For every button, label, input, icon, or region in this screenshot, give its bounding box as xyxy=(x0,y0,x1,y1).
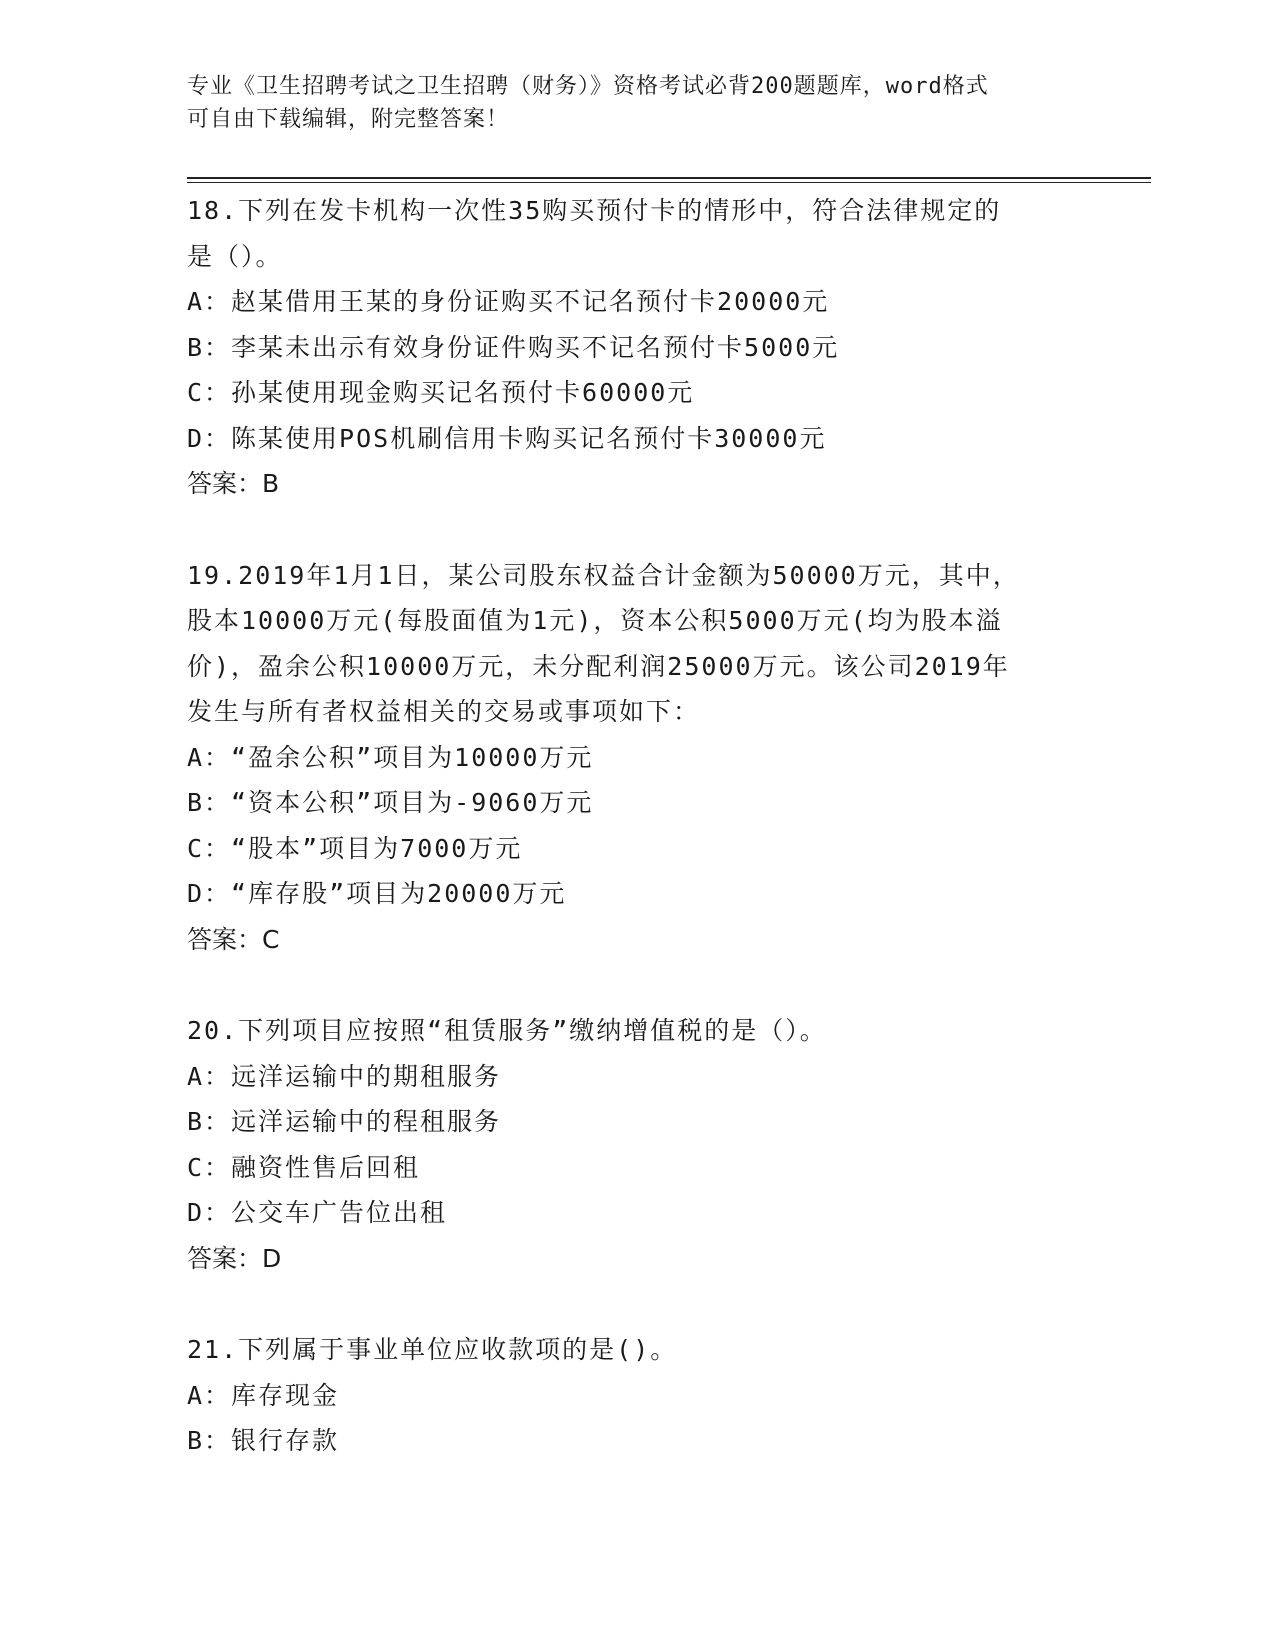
question-20 xyxy=(187,1008,1087,1281)
question-list xyxy=(187,188,1087,1464)
option-d: D：陈某使用POS机刷信用卡购买记名预付卡30000元 xyxy=(187,423,827,453)
question-21 xyxy=(187,1327,1087,1464)
question-stem: 是（）。 xyxy=(187,241,283,271)
option-b: B：远洋运输中的程租服务 xyxy=(187,1107,502,1136)
question-18 xyxy=(187,188,1087,507)
option-b: B：李某未出示有效身份证件购买不记名预付卡5000元 xyxy=(187,332,840,362)
header-divider-thin xyxy=(187,182,1151,183)
answer: 答案：B xyxy=(187,469,280,498)
answer: 答案：C xyxy=(187,924,280,954)
question-stem: 20.下列项目应按照“租赁服务”缴纳增值税的是（）。 xyxy=(187,1016,827,1045)
question-stem: 18.下列在发卡机构一次性35购买预付卡的情形中，符合法律规定的 xyxy=(187,196,1002,225)
option-c: C：孙某使用现金购买记名预付卡60000元 xyxy=(187,378,695,407)
option-a: A：库存现金 xyxy=(187,1380,340,1410)
question-stem: 发生与所有者权益相关的交易或事项如下： xyxy=(187,697,701,726)
header-divider-thick xyxy=(187,177,1151,179)
document-header xyxy=(187,70,1067,136)
question-stem: 19.2019年1月1日，某公司股东权益合计金额为50000万元，其中， xyxy=(187,560,1020,590)
answer: 答案：D xyxy=(187,1243,282,1273)
header-line-2: 可自由下载编辑，附完整答案！ xyxy=(187,107,510,132)
option-c: C：“股本”项目为7000万元 xyxy=(187,833,523,863)
question-stem: 21.下列属于事业单位应收款项的是()。 xyxy=(187,1335,678,1364)
option-b: B：银行存款 xyxy=(187,1426,340,1455)
option-a: A：“盈余公积”项目为10000万元 xyxy=(187,742,594,772)
question-stem: 股本10000万元(每股面值为1元)，资本公积5000万元(均为股本溢 xyxy=(187,606,1003,635)
spacer xyxy=(187,962,1087,1008)
option-a: A：远洋运输中的期租服务 xyxy=(187,1061,502,1091)
question-stem: 价)，盈余公积10000万元，未分配利润25000万元。该公司2019年 xyxy=(187,651,1010,681)
option-b: B：“资本公积”项目为-9060万元 xyxy=(187,788,594,817)
option-d: D：“库存股”项目为20000万元 xyxy=(187,879,567,908)
option-a: A：赵某借用王某的身份证购买不记名预付卡20000元 xyxy=(187,287,830,316)
question-19 xyxy=(187,553,1087,963)
option-c: C：融资性售后回租 xyxy=(187,1152,421,1182)
spacer xyxy=(187,507,1087,553)
header-line-1: 专业《卫生招聘考试之卫生招聘（财务）》资格考试必背200题题库，word格式 xyxy=(187,74,989,99)
spacer xyxy=(187,1281,1087,1327)
option-d: D：公交车广告位出租 xyxy=(187,1198,448,1227)
